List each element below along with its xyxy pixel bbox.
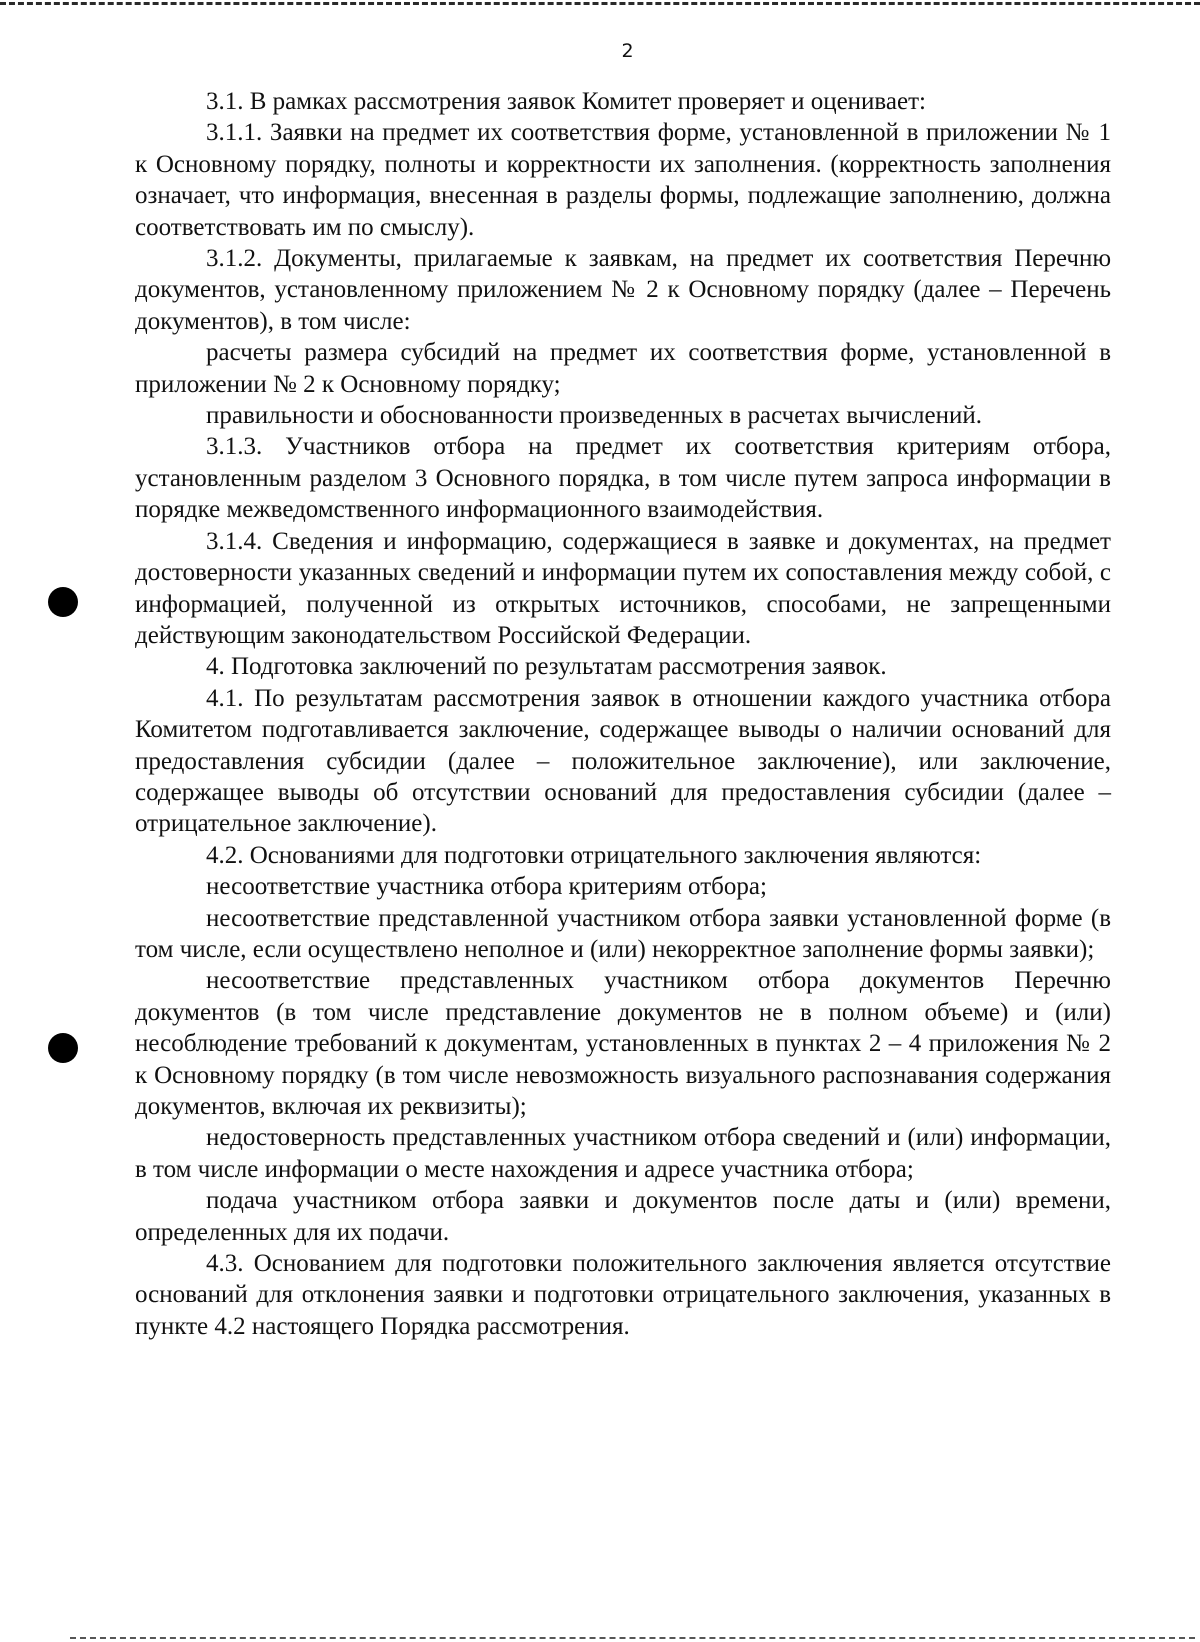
paragraph-3-1-4: 3.1.4. Сведения и информацию, содержащиеся в заявке и документах, на предмет достоверности указанных сведений и информации путем их сопоставления между собой, с информацией, полученной из открытых источников, способами, не запрещенными действующим законодательством Российской Федерации. — [135, 527, 1111, 649]
document-body — [135, 86, 1111, 1342]
paragraph-3-1: 3.1. В рамках рассмотрения заявок Комитет проверяет и оценивает: — [206, 88, 926, 115]
paragraph-subsidy-calculations: расчеты размера субсидий на предмет их соответствия форме, установленной в приложении № 2 к Основному порядку; — [135, 339, 1111, 398]
list-item-late-submission: подача участником отбора заявки и документов после даты и (или) времени, определенных для их подачи. — [135, 1187, 1111, 1246]
scan-bottom-edge-line — [70, 1637, 1195, 1639]
list-item-documents-mismatch: несоответствие представленных участником отбора документов Перечню документов (в том числе представление документов не в полном объеме) и (или) несоблюдение требований к документам, установленных в пунктах 2 – 4 приложения № 2 к Основному порядку (в том числе невозможность визуального распознавания содержания документов, включая их реквизиты); — [135, 967, 1111, 1120]
paragraph-3-1-2: 3.1.2. Документы, прилагаемые к заявкам, на предмет их соответствия Перечню документов, установленному приложением № 2 к Основному порядку (далее – Перечень документов), в том числе: — [135, 245, 1111, 335]
section-heading-4: 4. Подготовка заключений по результатам рассмотрения заявок. — [206, 653, 887, 681]
list-item-criteria-mismatch: несоответствие участника отбора критериям отбора; — [206, 873, 767, 901]
paragraph-calculation-correctness: правильности и обоснованности произведенных в расчетах вычислений. — [206, 402, 983, 430]
paragraph-4-2: 4.2. Основаниями для подготовки отрицательного заключения являются: — [206, 841, 982, 869]
punch-hole-upper — [48, 587, 78, 617]
paragraph-3-1-1: 3.1.1. Заявки на предмет их соответствия форме, установленной в приложении № 1 к Основному порядку, полноты и корректности их заполнения. (корректность заполнения означает, что информация, внесенная в разделы формы, подлежащие заполнению, должна соответствовать им по смыслу). — [135, 119, 1111, 241]
scan-top-edge-line — [0, 2, 1200, 5]
punch-hole-lower — [48, 1033, 78, 1063]
list-item-form-mismatch: несоответствие представленной участником отбора заявки установленной форме (в том числе, если осуществлено неполное и (или) некорректное заполнение формы заявки); — [135, 904, 1111, 963]
paragraph-4-1: 4.1. По результатам рассмотрения заявок в отношении каждого участника отбора Комитетом подготавливается заключение, содержащее выводы о наличии оснований для предоставления субсидии (далее – положительное заключение), или заключение, содержащее выводы об отсутствии оснований для предоставления субсидии (далее – отрицательное заключение). — [135, 684, 1111, 838]
paragraph-3-1-3: 3.1.3. Участников отбора на предмет их соответствия критериям отбора, установленным разделом 3 Основного порядка, в том числе путем запроса информации в порядке межведомственного информационного взаимодействия. — [135, 433, 1111, 524]
list-item-unreliable-info: недостоверность представленных участником отбора сведений и (или) информации, в том числе информации о месте нахождения и адресе участника отбора; — [135, 1124, 1111, 1183]
page-number: 2 — [621, 40, 634, 62]
paragraph-4-3: 4.3. Основанием для подготовки положительного заключения является отсутствие оснований для отклонения заявки и подготовки отрицательного заключения, указанных в пункте 4.2 настоящего Порядка рассмотрения. — [135, 1250, 1111, 1340]
